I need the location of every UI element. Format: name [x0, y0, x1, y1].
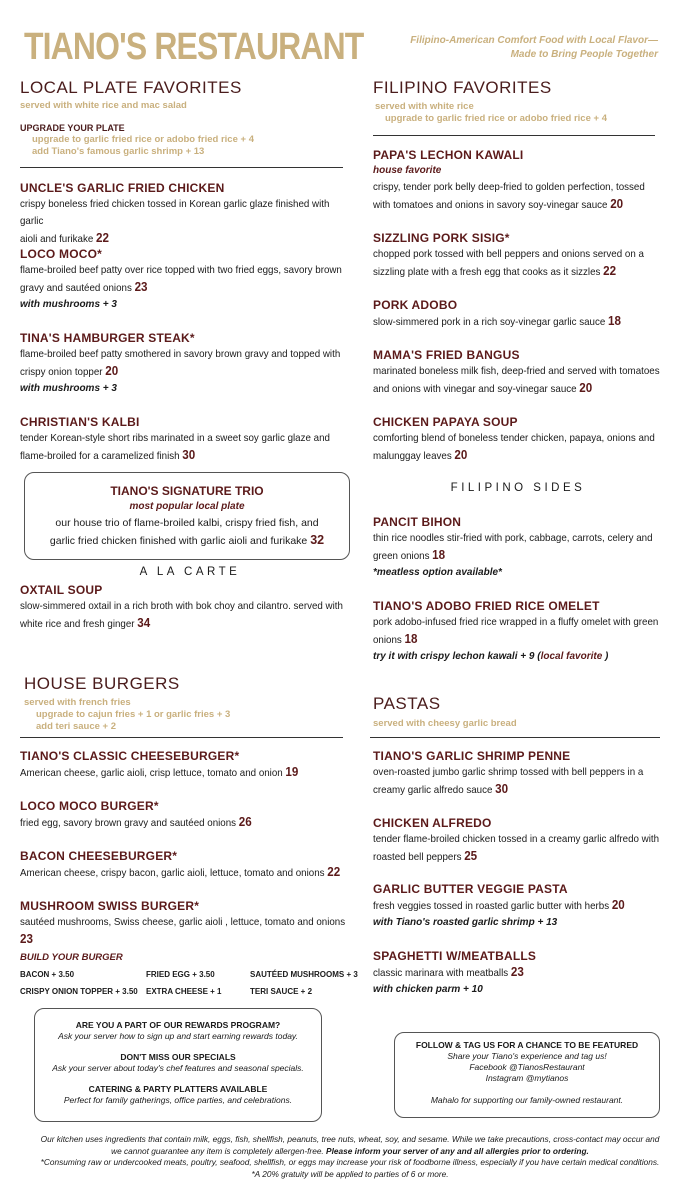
local-item — [20, 246, 355, 313]
local-item — [20, 414, 355, 465]
build-option: SAUTÉED MUSHROOMS + 3 — [250, 970, 358, 979]
divider — [20, 737, 343, 738]
local-subtitle: served with white rice and mac salad — [20, 100, 187, 111]
item-price: 22 — [603, 264, 617, 278]
item-name: BACON CHEESEBURGER* — [20, 849, 178, 863]
item-desc-end: malunggay leaves — [373, 450, 452, 462]
pasta-item — [373, 815, 673, 866]
item-desc — [373, 964, 672, 982]
item-price: 20 — [579, 381, 593, 395]
item-desc-text: sautéed mushrooms, Swiss cheese, garlic aioli , lettuce, tomato and onions — [20, 916, 346, 928]
trio-subtitle: most popular local plate — [129, 501, 245, 512]
footer-line: *Consuming raw or undercooked meats, poultry, seafood, shellfish, or eggs may increase your risk of foodborne illness, especially if you have certain medical conditions. — [40, 1157, 660, 1167]
footer-allergy-notice: Please inform your server of any and all allergies prior to ordering. — [326, 1145, 589, 1156]
item-name: OXTAIL SOUP — [20, 583, 103, 597]
a-la-carte-heading: A LA CARTE — [139, 566, 241, 578]
divider — [370, 737, 660, 738]
item-desc — [20, 447, 353, 465]
item-note: with mushrooms + 3 — [20, 299, 117, 310]
facebook-handle: Facebook @TianosRestaurant — [469, 1062, 585, 1072]
build-option: CRISPY ONION TOPPER + 3.50 — [20, 987, 138, 996]
filipino-sides-heading: FILIPINO SIDES — [450, 482, 586, 494]
pasta-item — [373, 748, 673, 799]
item-desc: thin rice noodles stir-fried with pork, cabbage, carrots, celery and — [373, 532, 653, 544]
burger-item — [20, 848, 355, 882]
item-price: 20 — [610, 197, 624, 211]
divider — [373, 135, 655, 136]
upgrade-rice: upgrade to garlic fried rice or adobo fried rice + 4 — [32, 134, 254, 145]
filipino-item — [373, 147, 673, 214]
catering-heading: CATERING & PARTY PLATTERS AVAILABLE — [88, 1084, 268, 1094]
item-price: 22 — [327, 865, 341, 879]
item-name: LOCO MOCO BURGER* — [20, 799, 159, 813]
item-desc: tender Korean-style short ribs marinated in a sweet soy garlic glaze and — [20, 432, 330, 444]
local-plate-section — [20, 78, 355, 168]
item-desc — [373, 313, 672, 331]
item-desc: crispy, tender pork belly deep-fried to golden perfection, tossed — [373, 181, 645, 193]
local-item — [20, 330, 355, 397]
note-end: ) — [602, 651, 609, 662]
tagline — [398, 34, 658, 62]
filipino-item — [373, 297, 673, 331]
pasta-item — [373, 948, 673, 998]
divider — [20, 167, 343, 168]
item-desc-end: onions — [373, 634, 402, 646]
note-start: try it with crispy lechon kawali + 9 ( — [373, 651, 541, 662]
tagline-line-1: Filipino-American Comfort Food with Local Flavor— — [410, 35, 658, 46]
item-desc: comforting blend of boneless tender chicken, papaya, onions and — [373, 432, 655, 444]
side-item — [373, 598, 673, 665]
item-note: with chicken parm + 10 — [373, 984, 483, 995]
item-desc-end: with tomatoes and onions in savory soy-vinegar sauce — [373, 199, 608, 211]
side-item — [373, 514, 673, 581]
burger-item — [20, 898, 355, 949]
item-desc-end: and onions with vinegar and soy-vinegar sauce — [373, 383, 577, 395]
item-desc — [20, 363, 353, 381]
item-name: UNCLE'S GARLIC FRIED CHICKEN — [20, 181, 225, 195]
restaurant-title: TIANO'S RESTAURANT — [24, 26, 364, 68]
item-name: GARLIC BUTTER VEGGIE PASTA — [373, 882, 568, 896]
filipino-item — [373, 414, 673, 465]
item-desc-text: classic marinara with meatballs — [373, 967, 509, 979]
item-price: 19 — [285, 765, 299, 779]
item-desc: marinated boneless milk fish, deep-fried and served with tomatoes — [373, 365, 660, 377]
section-title-filipino: FILIPINO FAVORITES — [373, 78, 552, 97]
trio-desc — [25, 532, 349, 550]
item-desc: pork adobo-infused fried rice wrapped in a fluffy omelet with green — [373, 616, 659, 628]
item-desc: slow-simmered oxtail in a rich broth with bok choy and cilantro. served with — [20, 600, 343, 612]
footer-line — [20, 1146, 680, 1158]
section-title-burgers: HOUSE BURGERS — [24, 674, 180, 693]
item-desc-end: crispy onion topper — [20, 366, 103, 378]
footer-line-part: we cannot guarantee any item is completely allergen-free. — [111, 1145, 327, 1156]
item-desc — [20, 814, 353, 832]
item-name: PAPA'S LECHON KAWALI — [373, 148, 524, 162]
pasta-item — [373, 881, 673, 931]
item-name: TINA'S HAMBURGER STEAK* — [20, 331, 195, 345]
burgers-section — [24, 674, 359, 733]
item-name: LOCO MOCO* — [20, 247, 102, 261]
item-price: 26 — [238, 815, 252, 829]
item-note: *meatless option available* — [373, 567, 502, 578]
social-text: Share your Tiano's experience and tag us! — [447, 1051, 607, 1061]
item-desc-end: green onions — [373, 550, 430, 562]
item-desc — [373, 897, 672, 915]
build-option: EXTRA CHEESE + 1 — [146, 987, 222, 996]
local-item — [20, 180, 355, 248]
rewards-text: Ask your server how to sign up and start earning rewards today. — [58, 1031, 298, 1041]
burger-item — [20, 798, 355, 832]
item-desc — [373, 848, 672, 866]
item-name: PANCIT BIHON — [373, 515, 462, 529]
item-desc-end: flame-broiled for a caramelized finish — [20, 450, 180, 462]
item-desc — [373, 547, 672, 565]
mahalo-text: Mahalo for supporting our family-owned restaurant. — [430, 1095, 624, 1105]
item-price: 20 — [454, 448, 468, 462]
trio-desc: our house trio of flame-broiled kalbi, crispy fried fish, and — [55, 517, 319, 529]
filipino-subtitle: served with white rice — [375, 101, 474, 112]
social-info-box — [394, 1032, 660, 1118]
item-desc — [20, 864, 353, 882]
oxtail-item — [20, 582, 355, 633]
item-desc — [373, 263, 672, 281]
burgers-upgrade-teri: add teri sauce + 2 — [36, 721, 116, 732]
item-desc-end: roasted bell peppers — [373, 851, 462, 863]
specials-heading: DON'T MISS OUR SPECIALS — [120, 1052, 236, 1062]
item-price: 18 — [404, 632, 418, 646]
item-name: SIZZLING PORK SISIG* — [373, 231, 510, 245]
catering-text: Perfect for family gatherings, office parties, and celebrations. — [63, 1095, 293, 1105]
item-desc: chopped pork tossed with bell peppers and onions served on a — [373, 248, 644, 260]
item-name: MUSHROOM SWISS BURGER* — [20, 899, 200, 913]
note-favorite: local favorite — [540, 651, 603, 662]
build-your-burger-title: BUILD YOUR BURGER — [20, 952, 123, 963]
item-desc — [20, 914, 353, 949]
rewards-heading: ARE YOU A PART OF OUR REWARDS PROGRAM? — [75, 1020, 281, 1030]
filipino-upgrade: upgrade to garlic fried rice or adobo fried rice + 4 — [385, 113, 607, 124]
item-price: 23 — [134, 280, 148, 294]
item-desc-text: American cheese, garlic aioli, crisp lettuce, tomato and onion — [20, 767, 283, 779]
build-option: TERI SAUCE + 2 — [250, 987, 313, 996]
item-tag: house favorite — [373, 165, 442, 176]
pastas-subtitle: served with cheesy garlic bread — [373, 718, 517, 729]
item-price: 22 — [95, 231, 109, 245]
trio-price: 32 — [310, 533, 325, 547]
burgers-subtitle: served with french fries — [24, 697, 131, 708]
item-desc-end: gravy and sautéed onions — [20, 282, 132, 294]
item-name: CHICKEN ALFREDO — [373, 816, 492, 830]
item-desc — [20, 279, 353, 297]
item-name: CHRISTIAN'S KALBI — [20, 415, 140, 429]
specials-text: Ask your server about today's chef features and seasonal specials. — [52, 1063, 304, 1073]
item-desc-text: slow-simmered pork in a rich soy-vinegar garlic sauce — [373, 316, 606, 328]
item-desc — [373, 196, 672, 214]
item-desc-end: sizzling plate with a fresh egg that cooks as it sizzles — [373, 266, 601, 278]
item-desc-text: fried egg, savory brown gravy and sautéed onions — [20, 817, 237, 829]
item-desc — [373, 447, 672, 465]
filipino-item — [373, 347, 673, 398]
pastas-section — [373, 694, 673, 730]
upgrade-shrimp: add Tiano's famous garlic shrimp + 13 — [32, 146, 205, 157]
item-name: PORK ADOBO — [373, 298, 458, 312]
tagline-line-2: Made to Bring People Together — [510, 49, 658, 60]
item-price: 30 — [182, 448, 196, 462]
item-name: TIANO'S GARLIC SHRIMP PENNE — [373, 749, 571, 763]
item-desc: crispy boneless fried chicken tossed in Korean garlic glaze finished with garlic — [20, 198, 330, 227]
item-desc-text: fresh veggies tossed in roasted garlic butter with herbs — [373, 900, 610, 912]
section-title-pastas: PASTAS — [373, 694, 441, 713]
section-title-local: LOCAL PLATE FAVORITES — [20, 78, 242, 97]
item-note: with mushrooms + 3 — [20, 383, 117, 394]
item-price: 25 — [464, 849, 478, 863]
item-desc: oven-roasted jumbo garlic shrimp tossed with bell peppers in a — [373, 766, 644, 778]
item-price: 23 — [20, 932, 33, 946]
item-desc: flame-broiled beef patty smothered in savory brown gravy and topped with — [20, 348, 341, 360]
rewards-info-box — [34, 1008, 322, 1122]
item-desc: tender flame-broiled chicken tossed in a creamy garlic alfredo with — [373, 833, 660, 845]
item-price: 20 — [611, 898, 625, 912]
item-note: with Tiano's roasted garlic shrimp + 13 — [373, 917, 558, 928]
item-desc-end: white rice and fresh ginger — [20, 618, 135, 630]
item-price: 20 — [105, 364, 119, 378]
build-option: FRIED EGG + 3.50 — [146, 970, 215, 979]
item-desc-text: American cheese, crispy bacon, garlic aioli, lettuce, tomato and onions — [20, 867, 325, 879]
build-option: BACON + 3.50 — [20, 970, 75, 979]
item-name: SPAGHETTI W/MEATBALLS — [373, 949, 537, 963]
footer-gratuity: *A 20% gratuity will be applied to parties of 6 or more. — [251, 1168, 449, 1179]
item-price: 18 — [432, 548, 446, 562]
item-desc: flame-broiled beef patty over rice topped with two fried eggs, savory brown — [20, 264, 342, 276]
item-price: 30 — [495, 782, 509, 796]
item-desc — [373, 631, 672, 649]
item-name: MAMA'S FRIED BANGUS — [373, 348, 520, 362]
item-price: 34 — [137, 616, 151, 630]
item-note — [373, 649, 673, 665]
item-name: CHICKEN PAPAYA SOUP — [373, 415, 518, 429]
item-price: 18 — [607, 314, 621, 328]
burgers-upgrade-fries: upgrade to cajun fries + 1 or garlic fries + 3 — [36, 709, 231, 720]
filipino-item — [373, 230, 673, 281]
item-name: TIANO'S ADOBO FRIED RICE OMELET — [373, 599, 600, 613]
item-desc — [373, 781, 672, 799]
trio-desc-end: garlic fried chicken finished with garlic aioli and furikake — [49, 535, 308, 547]
item-price: 23 — [510, 965, 524, 979]
allergen-footer — [20, 1134, 680, 1180]
signature-trio-box — [24, 472, 350, 560]
item-desc — [20, 615, 353, 633]
item-desc — [373, 380, 672, 398]
item-name: TIANO'S CLASSIC CHEESEBURGER* — [20, 749, 240, 763]
filipino-section — [373, 78, 673, 136]
upgrade-heading: UPGRADE YOUR PLATE — [20, 123, 125, 133]
item-desc-end: aioli and furikake — [20, 233, 94, 245]
trio-name: TIANO'S SIGNATURE TRIO — [110, 484, 264, 498]
social-heading: FOLLOW & TAG US FOR A CHANCE TO BE FEATURED — [415, 1040, 639, 1050]
instagram-handle: Instagram @mytianos — [485, 1073, 569, 1083]
burger-item — [20, 748, 355, 782]
footer-line: Our kitchen uses ingredients that contain milk, eggs, fish, shellfish, peanuts, tree nuts, wheat, soy, and sesame. While we take precautions, cross-contact may occur and — [40, 1134, 660, 1144]
item-desc-end: creamy garlic alfredo sauce — [373, 784, 493, 796]
item-desc — [20, 764, 353, 782]
